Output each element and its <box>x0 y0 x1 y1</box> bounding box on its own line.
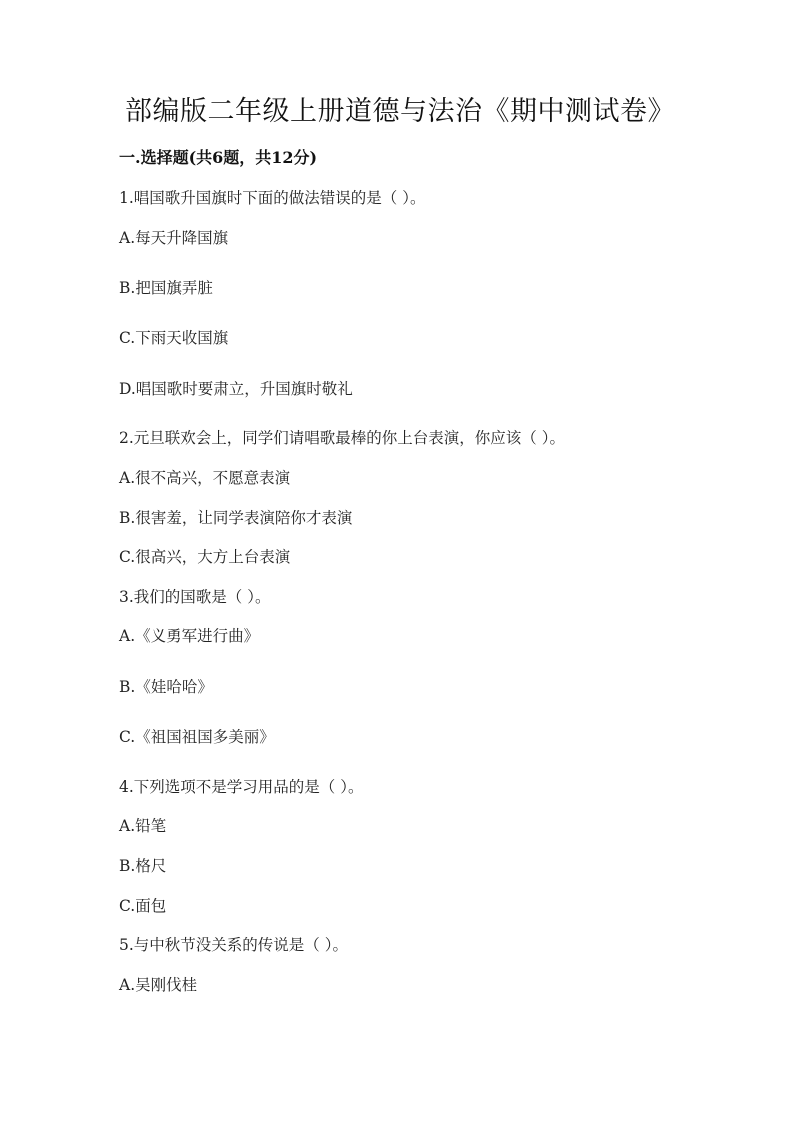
question-4-option-a: A.铅笔 <box>119 817 167 835</box>
question-3-option-a: A.《义勇军进行曲》 <box>119 627 260 645</box>
question-1-option-b: B.把国旗弄脏 <box>119 279 213 297</box>
question-1-option-a: A.每天升降国旗 <box>119 229 229 247</box>
question-2-stem: 2.元旦联欢会上，同学们请唱歌最棒的你上台表演，你应该（ ）。 <box>119 429 565 447</box>
question-3-option-b: B.《娃哈哈》 <box>119 678 213 696</box>
question-4-stem: 4.下列选项不是学习用品的是（ ）。 <box>119 778 364 796</box>
question-5-stem: 5.与中秋节没关系的传说是（ ）。 <box>119 936 348 954</box>
question-4-option-b: B.格尺 <box>119 857 167 875</box>
question-3-option-c: C.《祖国祖国多美丽》 <box>119 728 275 746</box>
question-1-option-d: D.唱国歌时要肃立，升国旗时敬礼 <box>119 380 353 398</box>
question-1-option-c: C.下雨天收国旗 <box>119 329 229 347</box>
question-4-option-c: C.面包 <box>119 897 167 915</box>
question-5-option-a: A.吴刚伐桂 <box>119 976 198 994</box>
page-title: 部编版二年级上册道德与法治《期中测试卷》 <box>125 96 675 127</box>
section-heading: 一.选择题(共6题，共12分) <box>119 148 318 167</box>
question-3-stem: 3.我们的国歌是（ ）。 <box>119 588 271 606</box>
question-1-stem: 1.唱国歌升国旗时下面的做法错误的是（ ）。 <box>119 189 426 207</box>
question-2-option-a: A.很不高兴，不愿意表演 <box>119 469 291 487</box>
question-2-option-b: B.很害羞，让同学表演陪你才表演 <box>119 509 353 527</box>
question-2-option-c: C.很高兴，大方上台表演 <box>119 548 291 566</box>
